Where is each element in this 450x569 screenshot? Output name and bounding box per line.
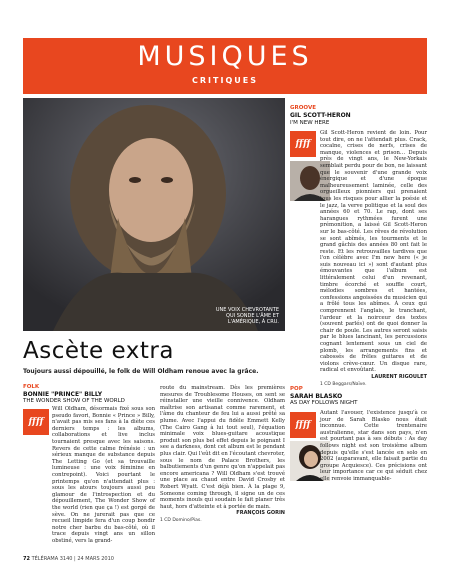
album-title-pop: AS DAY FOLLOWS NIGHT: [290, 400, 358, 406]
section-title: MUSIQUES: [137, 41, 313, 72]
article-signature: FRANÇOIS GORIN: [236, 510, 285, 517]
portrait-illustration: [23, 98, 285, 331]
groove-signature: LAURENT RIGOULET: [371, 373, 427, 380]
article-headline: Ascète extra: [23, 338, 174, 364]
rating-badge: ffff: [23, 409, 49, 435]
artist-portrait-photo: [23, 98, 285, 331]
page-footer: [23, 556, 114, 562]
article-column-2: [160, 385, 285, 547]
page-number: 72: [23, 556, 30, 562]
groove-review-body: [320, 130, 427, 387]
pop-review-body: [320, 410, 427, 548]
album-title: THE WONDER SHOW OF THE WORLD: [23, 398, 125, 404]
groove-review-text: Gil Scott-Heron revient de loin. Pour tout dire, on ne l'attendait plus. Crack, cocaïne, crises de nerfs, crises de manque, violences et prison… Depuis près de vingt ans, le New-Yorkais semblait perdu pour de bon, ne laissant que le souvenir d'une grande voix énergique et d'une époque malheureusement laminée, celle des orgueilleux pionniers qui prenaient tous les risques pour allier la poésie et le jazz, la verve politique et la soul des années 60 et 70. Le rap, dont ses harangues rythmées furent une prémonition, a laissé Gil Scott-Heron sur le bas-côté. Les rêves de révolution se sont abîmés, les tourments et le grand gâchis des années 80 ont fait le reste. Et les retrouvailles tardives que l'on célèbre avec I'm new here (« je suis nouveau ici ») sont d'autant plus émouvantes que l'album est littéralement celui d'un revenant, timbre écorché et souffle court, mélodies sombres et hantées, confessions angoissées du musicien qui a frôlé tous les abîmes. À ceux qui comprennent l'anglais, le tranchant, l'ardeur et la noirceur des textes (souvent parlés) ont de quoi donner la chair de poule. Les autres seront saisis par le blues lancinant, les percussions cognant lentement sous un ciel de plomb, les arrangements fins et cabossés de frêles guitares et de violons crève-cœur. Un disque rare, radical et envoûtant.: [320, 130, 427, 374]
photo-caption: UNE VOIX CHEVROTANTE QUI SONDE L'ÂME ET L'AMÉRIQUE, À CRU.: [215, 307, 279, 325]
publication-info: TÉLÉRAMA 3140 | 24 MARS 2010: [31, 556, 114, 562]
artist-name: BONNIE "PRINCE" BILLY: [23, 391, 103, 398]
section-banner: [23, 38, 427, 94]
album-title-groove: I'M NEW HERE: [290, 120, 330, 126]
rating-badge-groove: ffff: [290, 131, 316, 157]
article-text-col1: Will Oldham, désormais fixé sous son pseudo favori, Bonnie « Prince » Billy, n'avait pas mis ses fans à la diète ces derniers temps : les albums, collaborations et live inclus tournaient presque avec les saisons. Revers de cette calme frénésie : un sérieux manque de substance depuis The Letting Go (et sa trouvaille lumineuse : une voix féminine en contrepoint). Voici pourtant le printemps qu'on n'attendait plus : sous les atours toujours aussi peu glamour de l'introspection et du dépouillement, The Wonder Show of the world (rien que ça !) est gorgé de sève. On ne jurerait pas que ce recueil limpide fera d'un coup bondir notre cher barbu du bas-côté, où il trace depuis vingt ans un sillon obstiné, vers la grand-: [52, 406, 155, 544]
genre-label-groove: GROOVE: [290, 105, 316, 111]
artist-name-pop: SARAH BLASKO: [290, 393, 343, 400]
genre-label: FOLK: [23, 384, 40, 390]
cd-note: 1 CD Domino/Pias.: [160, 517, 202, 523]
subsection-title: CRITIQUES: [192, 76, 258, 85]
genre-label-pop: POP: [290, 386, 303, 392]
rating-badge-pop: ffff: [290, 412, 316, 438]
article-deck: Toujours aussi dépouillé, le folk de Will Oldham renoue avec la grâce.: [23, 368, 259, 375]
article-column-1: [52, 406, 155, 548]
artist-name-groove: GIL SCOTT-HERON: [290, 112, 351, 119]
groove-cd-note: 1 CD Beggars/Naïve.: [320, 381, 367, 387]
pop-review-text: Autant l'avouer, l'existence jusqu'à ce jour de Sarah Blasko nous était inconnue. Cette trentenaire australienne, star dans son pays, n'en est pourtant pas à ses débuts : As day follows night est son troisième album depuis qu'elle s'est lancée en solo en 2002 (auparavant, elle faisait partie du groupe Acquiesce). Ces précisions ont leur importance car ce qui séduit chez elle renvoie immanquable-: [320, 410, 427, 482]
article-text-col2: route du mainstream. Dès les premières mesures de Troublesome Houses, on sent se réinstaller une vieille connivence. Oldham maîtrise son artisanat comme rarement, et l'âme du chanteur de feu lui a aussi prêté sa plume. Avec l'appui du fidèle Emmett Kelly (The Cairo Gang à lui tout seul), l'équation minimale voix blues-guitare acoustique produit son plus bel effet depuis le poignant I see a darkness, dont cet album est le pendant plus clair. Qui l'eût dit en l'écoutant chevroter, sous le nom de Palace Brothers, les balbutiements d'un genre qu'on n'appelait pas encore americana ? Will Oldham s'est trouvé une place au chaud entre David Crosby et Robert Wyatt. C'est déjà bien. À la plage 9, Someone coming through, il signe un de ces moments inouïs qui soudain le fait planer très haut, hors d'atteinte et à portée de main.: [160, 385, 285, 510]
